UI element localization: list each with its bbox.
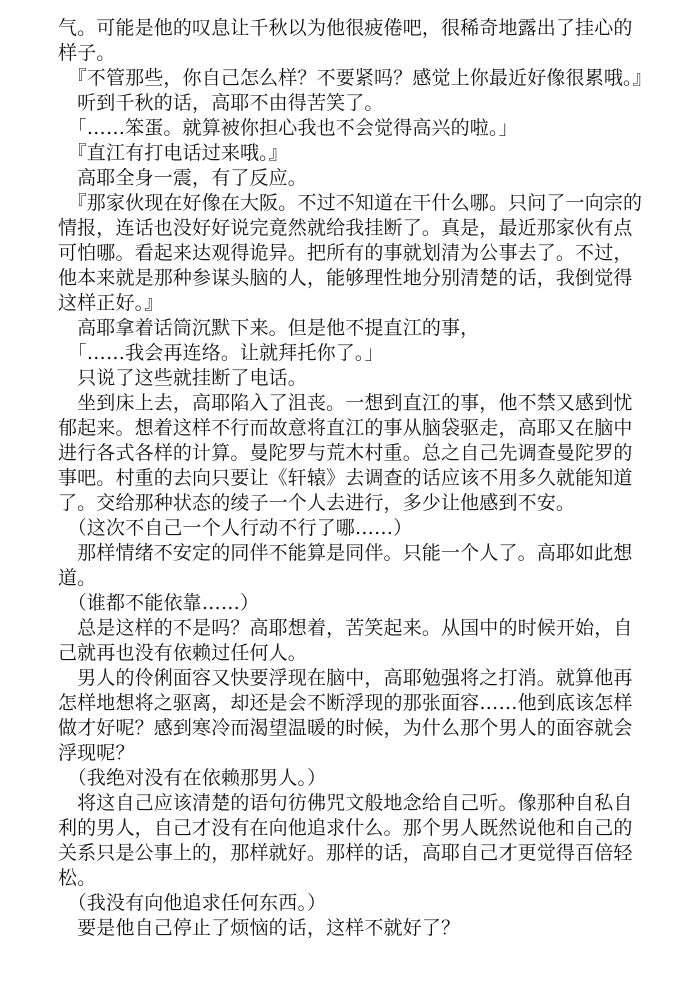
paragraph: 高耶拿着话筒沉默下来。但是他不提直江的事， bbox=[58, 317, 480, 339]
paragraph: 将这自己应该清楚的语句彷佛咒文般地念给自己听。像那种自私自利的男人，自己才没有在向他追求什么。那个男人既然说他和自己的关系只是公事上的，那样就好。那样的话，高耶自己才更觉得百倍轻松。 bbox=[58, 792, 633, 889]
paragraph: 『不管那些，你自己怎么样？不要紧吗？感觉上你最近好像很累哦。』 bbox=[58, 67, 652, 89]
document-page bbox=[58, 16, 652, 941]
paragraph: 「……笨蛋。就算被你担心我也不会觉得高兴的啦。」 bbox=[58, 117, 518, 139]
paragraph: 『那家伙现在好像在大阪。不过不知道在干什么哪。只问了一向宗的情报，连话也没好好说完竟然就给我挂断了。真是，最近那家伙有点可怕哪。看起来达观得诡异。把所有的事就划清为公事去了。不过，他本来就是那种参谋头脑的人，能够理性地分别清楚的话，我倒觉得这样正好。』 bbox=[58, 192, 643, 314]
paragraph: 听到千秋的话，高耶不由得苦笑了。 bbox=[58, 92, 384, 114]
paragraph: （我没有向他追求任何东西。） bbox=[58, 892, 327, 914]
paragraph: 那样情绪不安定的同伴不能算是同伴。只能一个人了。高耶如此想道。 bbox=[58, 542, 633, 589]
paragraph: 要是他自己停止了烦恼的话，这样不就好了？ bbox=[58, 917, 461, 939]
paragraph: （这次不自己一个人行动不行了哪……） bbox=[58, 517, 413, 539]
paragraph: 男人的伶俐面容又快要浮现在脑中，高耶勉强将之打消。就算他再怎样地想将之驱离，却还是会不断浮现的那张面容……他到底该怎样做才好呢？感到寒冷而渴望温暖的时候，为什么那个男人的面容就会浮现呢？ bbox=[58, 667, 633, 764]
paragraph: 气。可能是他的叹息让千秋以为他很疲倦吧，很稀奇地露出了挂心的样子。 bbox=[58, 17, 633, 64]
paragraph: 总是这样的不是吗？高耶想着，苦笑起来。从国中的时候开始，自己就再也没有依赖过任何人。 bbox=[58, 617, 633, 664]
paragraph: 坐到床上去，高耶陷入了沮丧。一想到直江的事，他不禁又感到忧郁起来。想着这样不行而故意将直江的事从脑袋驱走，高耶又在脑中进行各式各样的计算。曼陀罗与荒木村重。总之自己先调查曼陀罗的事吧。村重的去向只要让《轩辕》去调查的话应该不用多久就能知道了。交给那种状态的绫子一个人去进行，多少让他感到不安。 bbox=[58, 392, 633, 514]
paragraph: 只说了这些就挂断了电话。 bbox=[58, 367, 307, 389]
paragraph: 高耶全身一震，有了反应。 bbox=[58, 167, 307, 189]
paragraph: 『直江有打电话过来哦。』 bbox=[58, 142, 288, 164]
paragraph: （我绝对没有在依赖那男人。） bbox=[58, 767, 327, 789]
paragraph: 「……我会再连络。让就拜托你了。」 bbox=[58, 342, 384, 364]
paragraph: （谁都不能依靠……） bbox=[58, 592, 260, 614]
